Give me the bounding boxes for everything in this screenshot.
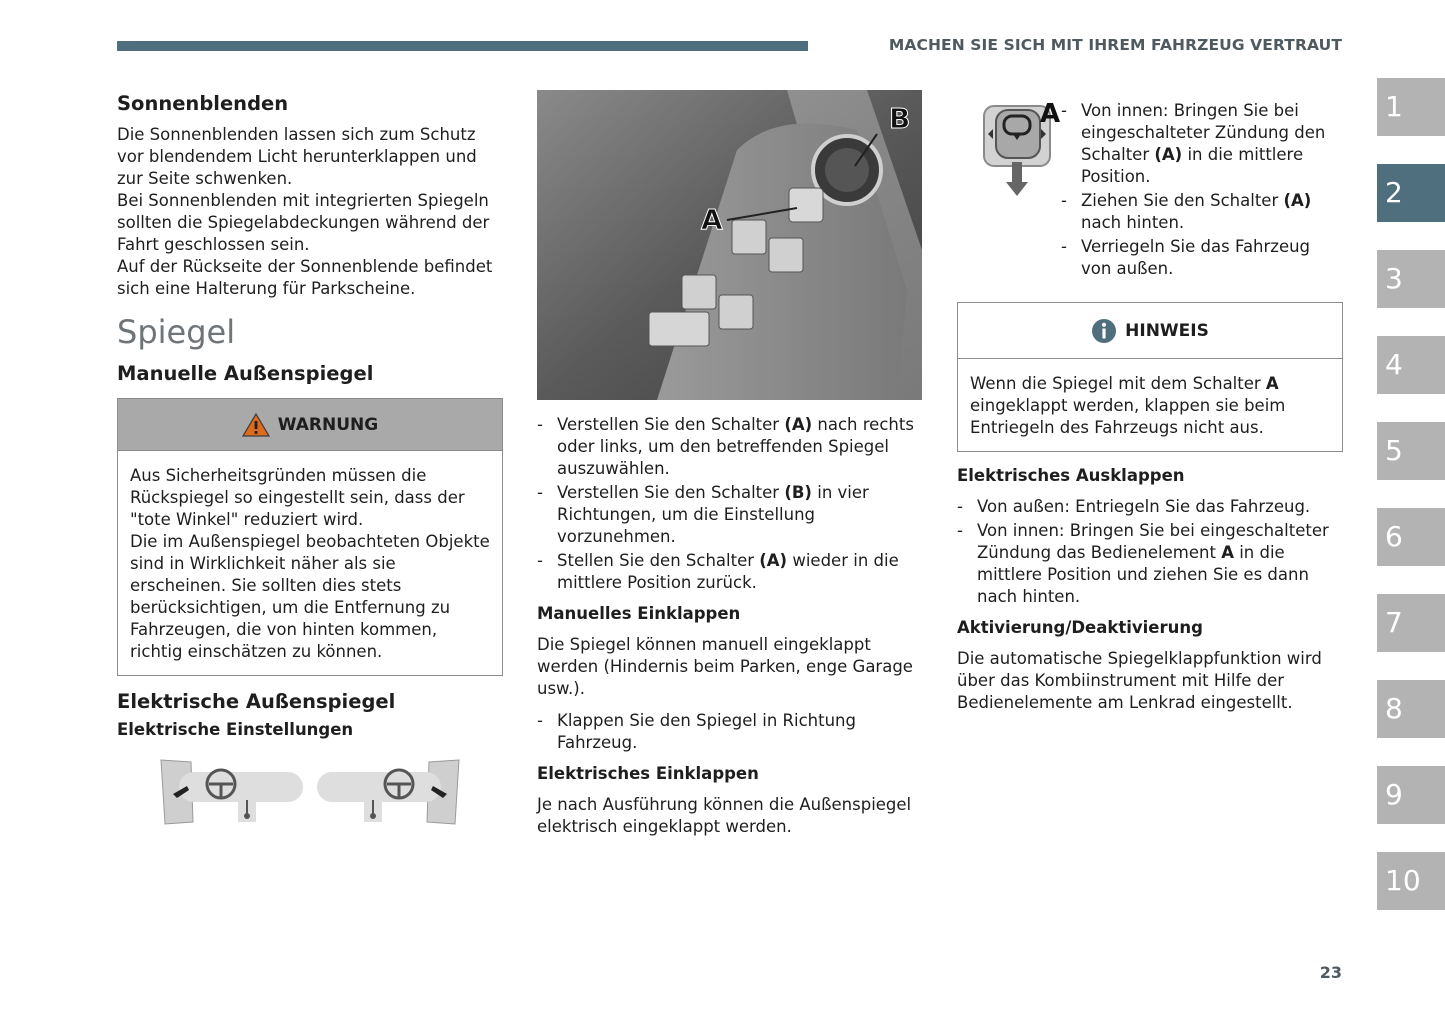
elektrisches-einklappen-heading: Elektrisches Einklappen xyxy=(537,764,759,783)
sonnenblenden-text-3: Auf der Rückseite der Sonnenblende befindet sich eine Halterung für Parkscheine. xyxy=(117,257,493,298)
page-number: 23 xyxy=(1319,963,1342,982)
sonnenblenden-text-1: Die Sonnenblenden lassen sich zum Schutz vor blendendem Licht herunterklappen und zur Seite schwenken. xyxy=(117,125,477,188)
chapter-tab[interactable]: 6 xyxy=(1377,508,1445,566)
hinweis-label: HINWEIS xyxy=(1125,320,1209,341)
manuelles-steps xyxy=(537,710,927,754)
hinweis-header xyxy=(958,303,1342,359)
header-bar xyxy=(117,41,808,51)
photo-label-a: A xyxy=(701,203,723,236)
mirror-selection-illustration xyxy=(117,756,503,830)
chapter-title: MACHEN SIE SICH MIT IHREM FAHRZEUG VERTRAUT xyxy=(888,36,1342,54)
list-item: - Klappen Sie den Spiegel in Richtung Fahrzeug. xyxy=(537,710,927,754)
aktivierung-heading: Aktivierung/Deaktivierung xyxy=(957,618,1203,637)
door-switch-photo xyxy=(537,90,922,400)
elektrische-einstellungen-heading: Elektrische Einstellungen xyxy=(117,720,354,739)
fold-steps xyxy=(1061,100,1343,280)
list-item: - Von außen: Entriegeln Sie das Fahrzeug. xyxy=(957,496,1343,518)
warning-text-2: Die im Außenspiegel beobachteten Objekte sind in Wirklichkeit näher als sie erscheinen. Sie sollten dies stets berücksichtigen, um die Entfernung zu Fahrzeugen, die von hinten kommen, richtig einschätzen zu können. xyxy=(130,532,490,661)
list-item: - Von innen: Bringen Sie bei eingeschalteter Zündung den Schalter (A) in die mittlere Position. xyxy=(1061,100,1343,188)
column-3 xyxy=(957,90,1343,714)
list-item: - Von innen: Bringen Sie bei eingeschalteter Zündung das Bedienelement A in die mittlere Position und ziehen Sie es dann nach hinten. xyxy=(957,520,1343,608)
list-item: - Verriegeln Sie das Fahrzeug von außen. xyxy=(1061,236,1343,280)
list-item: - Ziehen Sie den Schalter (A) nach hinten. xyxy=(1061,190,1343,234)
elektrische-aussenspiegel-heading: Elektrische Außenspiegel xyxy=(117,690,396,713)
mirror-adjust-steps xyxy=(537,414,927,594)
hinweis-box xyxy=(957,302,1343,452)
chapter-tab[interactable]: 4 xyxy=(1377,336,1445,394)
manuelles-einklappen-heading: Manuelles Einklappen xyxy=(537,604,741,623)
info-icon xyxy=(1091,318,1117,344)
column-1 xyxy=(117,90,503,830)
list-item: - Verstellen Sie den Schalter (A) nach rechts oder links, um den betreffenden Spiegel auszuwählen. xyxy=(537,414,927,480)
chapter-tab[interactable]: 5 xyxy=(1377,422,1445,480)
manuelles-einklappen-text: Die Spiegel können manuell eingeklappt werden (Hindernis beim Parken, enge Garage usw.). xyxy=(537,635,913,698)
ausklappen-steps xyxy=(957,496,1343,608)
chapter-tab[interactable]: 1 xyxy=(1377,78,1445,136)
spiegel-heading: Spiegel xyxy=(117,313,236,351)
aktivierung-text: Die automatische Spiegelklappfunktion wird über das Kombiinstrument mit Hilfe der Bedienelemente am Lenkrad eingestellt. xyxy=(957,649,1322,712)
warning-text-1: Aus Sicherheitsgründen müssen die Rückspiegel so eingestellt sein, dass der "tote Winkel" reduziert wird. xyxy=(130,466,465,529)
warning-header xyxy=(118,399,502,451)
chapter-tab[interactable]: 8 xyxy=(1377,680,1445,738)
column-2 xyxy=(537,90,927,838)
warning-triangle-icon xyxy=(242,413,270,437)
chapter-tab-active[interactable]: 2 xyxy=(1377,164,1445,222)
car-mirror-diagram-icon xyxy=(117,756,503,830)
list-item: - Stellen Sie den Schalter (A) wieder in die mittlere Position zurück. xyxy=(537,550,927,594)
chapter-tab[interactable]: 10 xyxy=(1377,852,1445,910)
warning-body xyxy=(118,451,502,675)
sonnenblenden-text-2: Bei Sonnenblenden mit integrierten Spiegeln sollten die Spiegelabdeckungen während der Fahrt geschlossen sein. xyxy=(117,191,490,254)
elektrisches-einklappen-text: Je nach Ausführung können die Außenspiegel elektrisch eingeklappt werden. xyxy=(537,795,912,836)
switch-label-a: A xyxy=(1040,99,1061,129)
sonnenblenden-heading: Sonnenblenden xyxy=(117,92,289,115)
manuelle-aussenspiegel-heading: Manuelle Außenspiegel xyxy=(117,362,374,385)
hinweis-body: Wenn die Spiegel mit dem Schalter A eingeklappt werden, klappen sie beim Entriegeln des Fahrzeugs nicht aus. xyxy=(970,374,1286,437)
chapter-tab[interactable]: 7 xyxy=(1377,594,1445,652)
chapter-tab[interactable]: 3 xyxy=(1377,250,1445,308)
list-item: - Verstellen Sie den Schalter (B) in vier Richtungen, um die Einstellung vorzunehmen. xyxy=(537,482,927,548)
warning-label: WARNUNG xyxy=(277,414,379,435)
photo-label-b: B xyxy=(889,102,911,135)
elektrisches-ausklappen-heading: Elektrisches Ausklappen xyxy=(957,466,1185,485)
chapter-tab[interactable]: 9 xyxy=(1377,766,1445,824)
warning-box xyxy=(117,398,503,676)
